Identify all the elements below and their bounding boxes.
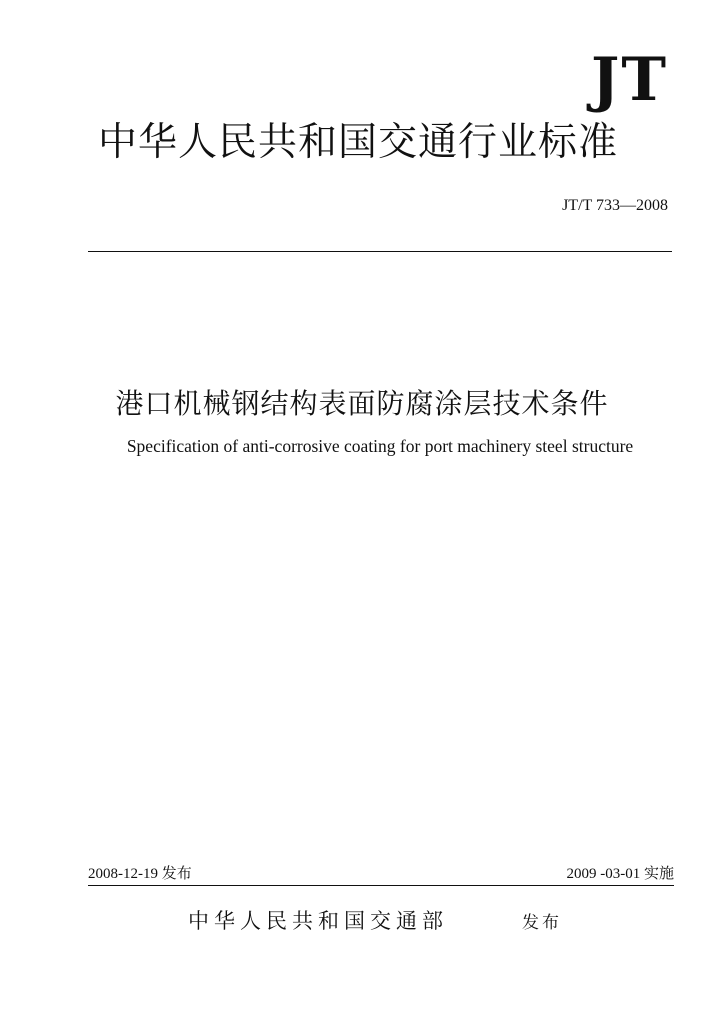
bottom-divider xyxy=(88,885,674,886)
publish-label: 发布 xyxy=(522,913,562,933)
top-divider xyxy=(88,251,672,252)
publisher-name: 中华人民共和国交通部 xyxy=(188,909,448,933)
issue-date: 2008-12-19 发布 xyxy=(88,866,192,882)
standard-code: JT/T 733—2008 xyxy=(562,197,668,214)
implementation-date: 2009 -03-01 实施 xyxy=(566,866,674,882)
document-title-chinese: 港口机械钢结构表面防腐涂层技术条件 xyxy=(115,387,609,420)
jt-logo: JT xyxy=(590,45,668,115)
standard-category-title: 中华人民共和国交通行业标准 xyxy=(98,120,619,165)
document-title-english: Specification of anti-corrosive coating for port machinery steel structure xyxy=(126,436,634,456)
